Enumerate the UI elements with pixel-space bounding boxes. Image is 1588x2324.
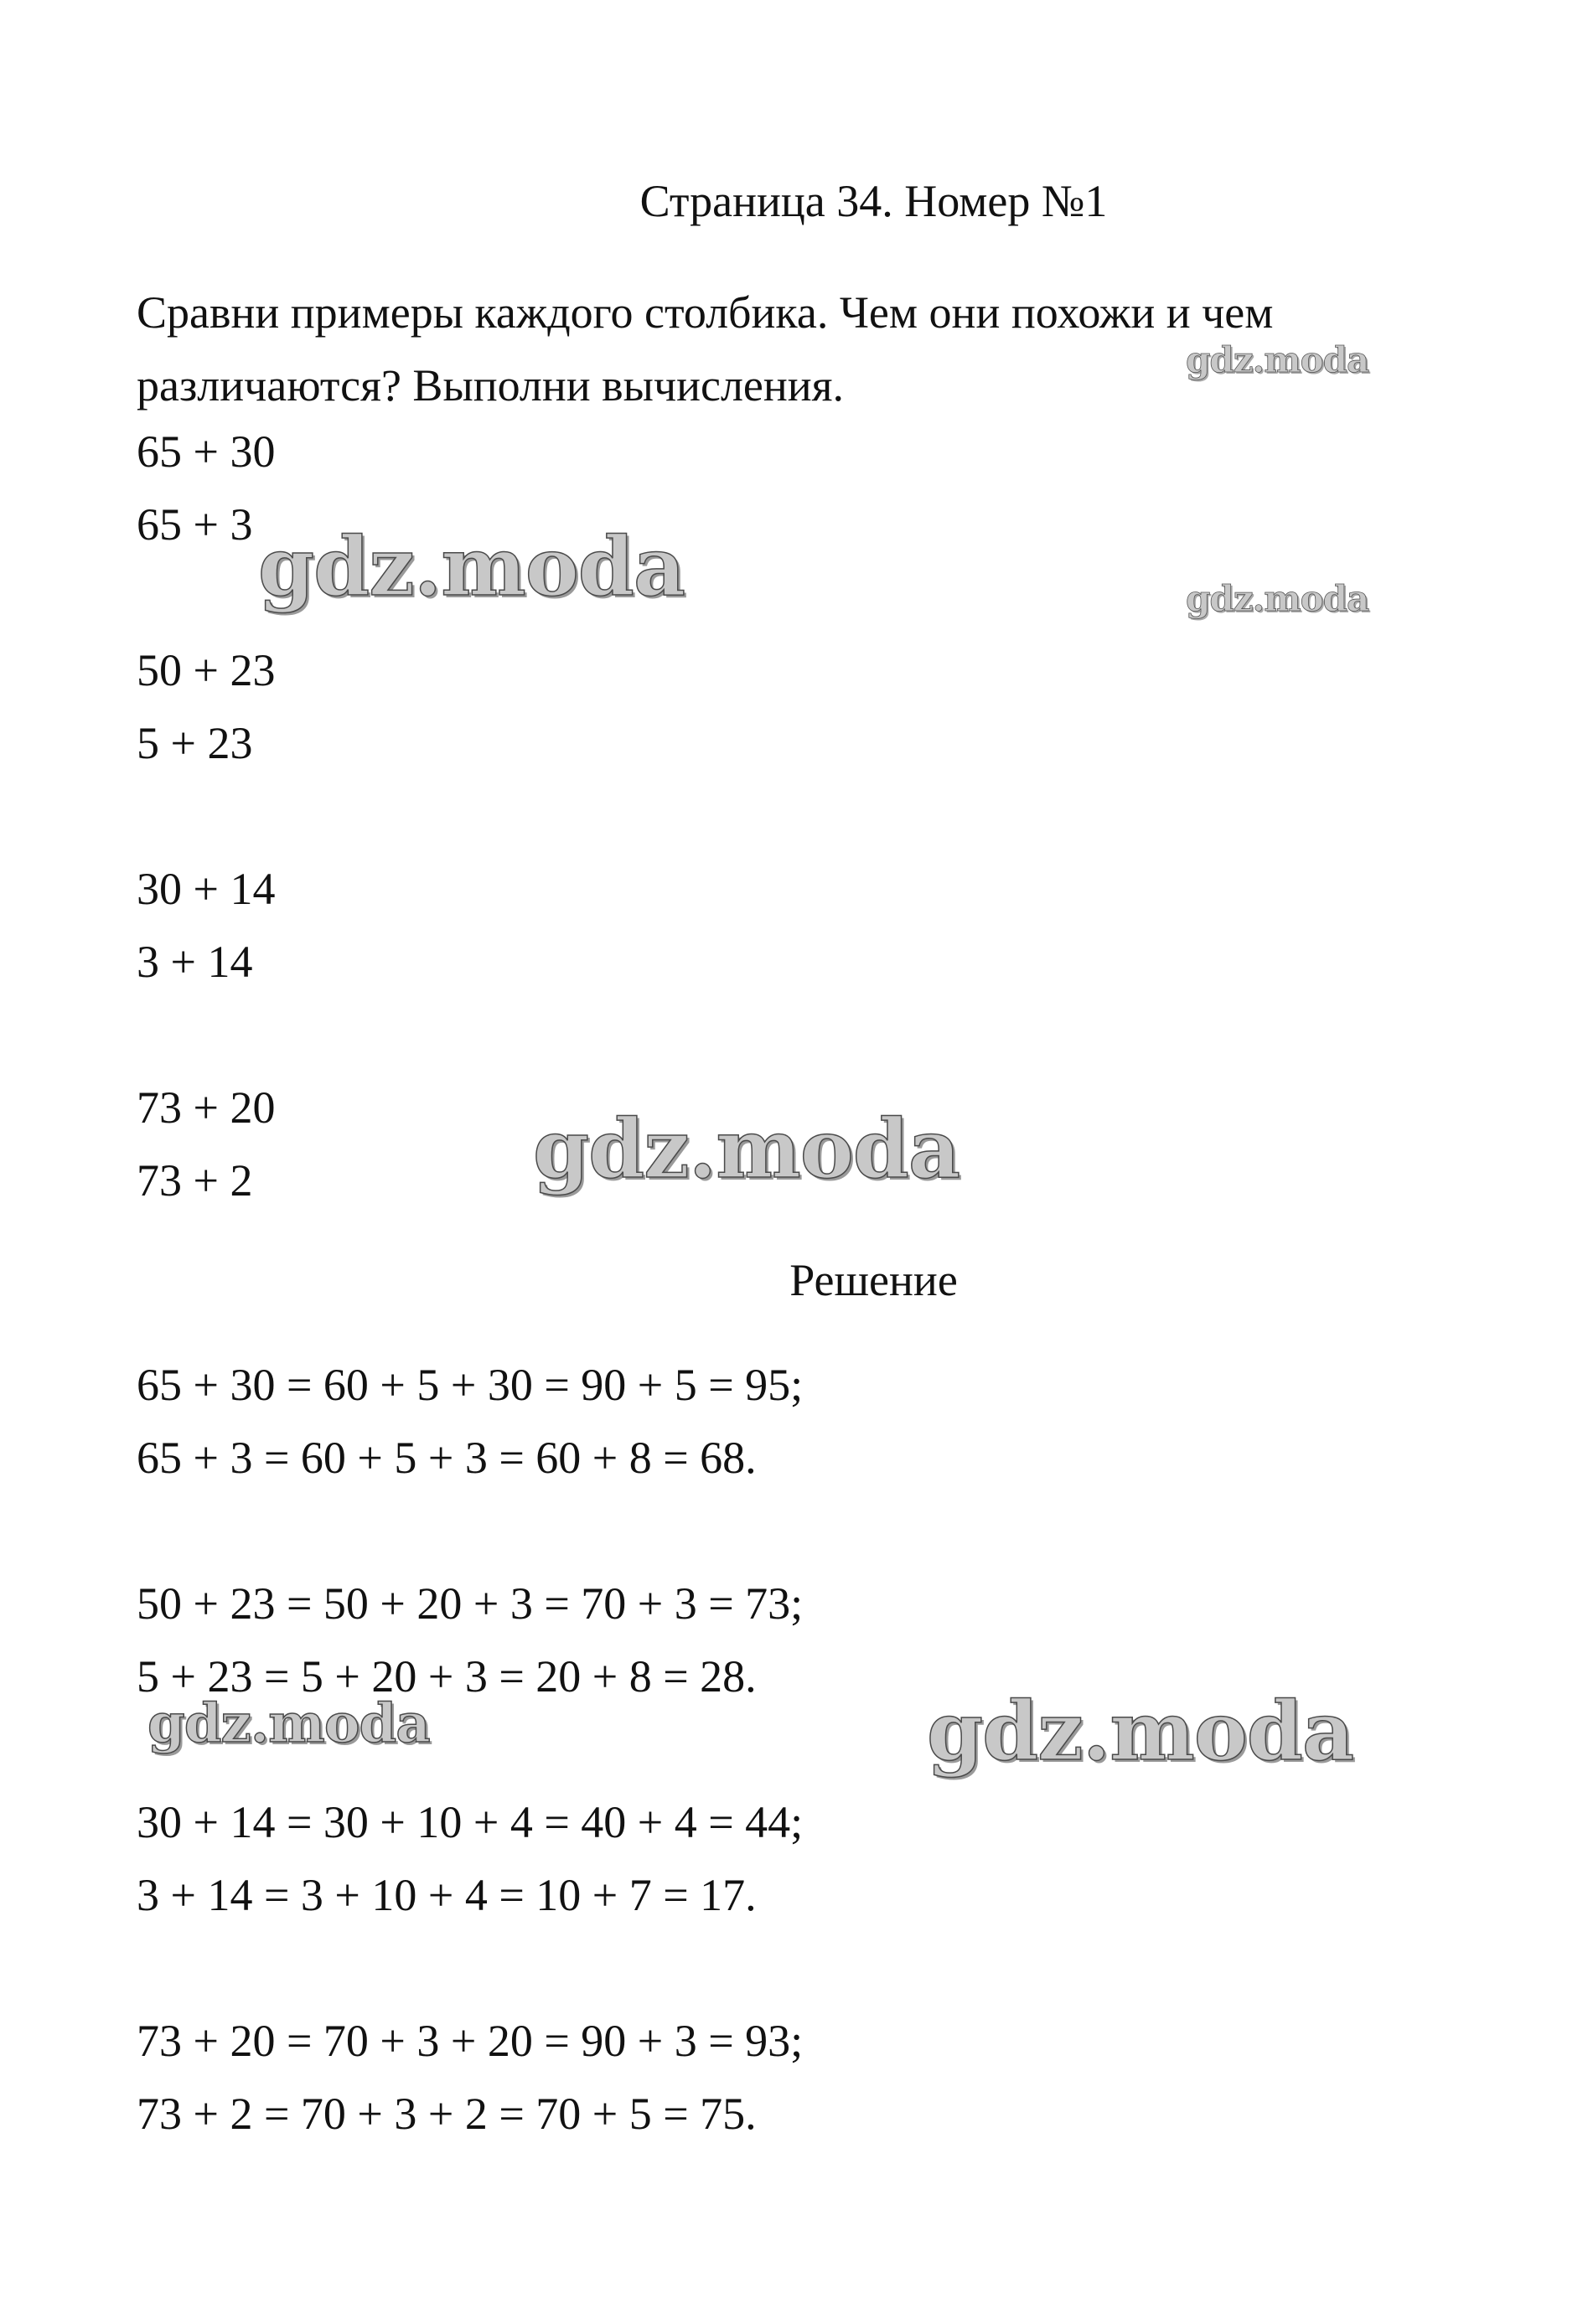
task-question: Сравни примеры каждого столбика. Чем они похожи и чем различаются? Выполни вычисления.	[137, 287, 1274, 411]
watermark-logo: gdz.moda	[1186, 578, 1369, 619]
watermark-logo: gdz.moda	[927, 1684, 1354, 1779]
solution-line: 65 + 3 = 60 + 5 + 3 = 60 + 8 = 68.	[137, 1433, 757, 1483]
solution-line: 5 + 23 = 5 + 20 + 3 = 20 + 8 = 28.	[137, 1651, 757, 1702]
page-title: Страница 34. Номер №1	[639, 176, 1108, 226]
problems-list	[137, 416, 275, 1290]
watermark-logo: gdz.moda	[1186, 339, 1369, 380]
solution-group	[137, 1786, 803, 1932]
solution-line: 73 + 2 = 70 + 3 + 2 = 70 + 5 = 75.	[137, 2089, 757, 2139]
problem-line: 73 + 20	[137, 1082, 276, 1133]
problem-line: 5 + 23	[137, 718, 253, 768]
solution-line: 30 + 14 = 30 + 10 + 4 = 40 + 4 = 44;	[137, 1797, 804, 1847]
problem-group	[137, 1072, 275, 1217]
solution-line: 65 + 30 = 60 + 5 + 30 = 90 + 5 = 95;	[137, 1360, 804, 1410]
solution-line: 3 + 14 = 3 + 10 + 4 = 10 + 7 = 17.	[137, 1870, 757, 1920]
problem-line: 65 + 30	[137, 426, 276, 477]
solution-group	[137, 1567, 803, 1713]
watermark-logo: gdz.moda	[533, 1102, 960, 1196]
solution-line: 50 + 23 = 50 + 20 + 3 = 70 + 3 = 73;	[137, 1578, 804, 1629]
problem-group	[137, 416, 275, 561]
problem-line: 50 + 23	[137, 645, 276, 695]
problem-group	[137, 853, 275, 999]
problem-line: 3 + 14	[137, 937, 253, 987]
solutions-list	[137, 1349, 803, 2223]
problem-line: 73 + 2	[137, 1155, 253, 1206]
problem-line: 30 + 14	[137, 864, 276, 914]
watermark-logo: gdz.moda	[258, 519, 685, 614]
solution-group	[137, 1349, 803, 1495]
problem-line: 65 + 3	[137, 499, 253, 550]
solution-heading: Решение	[789, 1255, 958, 1305]
watermark-logo: gdz.moda	[147, 1692, 430, 1755]
solution-line: 73 + 20 = 70 + 3 + 20 = 90 + 3 = 93;	[137, 2016, 804, 2066]
solution-group	[137, 2005, 803, 2151]
problem-group	[137, 634, 275, 780]
